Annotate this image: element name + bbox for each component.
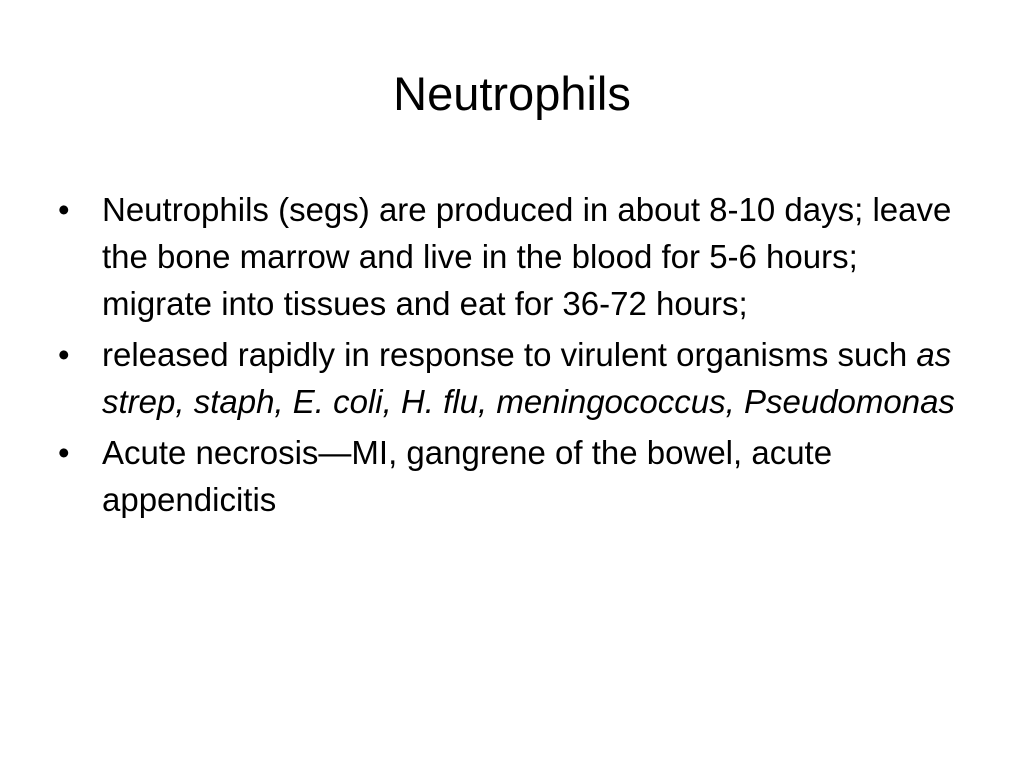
bullet-icon: •: [58, 336, 70, 373]
bullet-icon: •: [58, 434, 70, 471]
bullet-text-organisms: as strep, staph, E. coli, H. flu, meningococcus, Pseudomonas: [102, 336, 955, 420]
bullet-item-production: [58, 186, 968, 327]
bullet-text: Neutrophils (segs) are produced in about 8-10 days; leave the bone marrow and live in the blood for 5-6 hours; migrate into tissues and eat for 36-72 hours;: [102, 191, 952, 322]
bullet-icon: •: [58, 191, 70, 228]
bullet-item-release: [58, 331, 968, 425]
bullet-text: [102, 336, 955, 420]
bullet-text: Acute necrosis—MI, gangrene of the bowel, acute appendicitis: [102, 434, 833, 518]
bullet-text-plain: released rapidly in response to virulent organisms such: [102, 336, 917, 373]
bullet-item-acute-necrosis: [58, 429, 968, 523]
bullet-list: [58, 186, 968, 527]
slide-title: Neutrophils: [393, 67, 631, 120]
